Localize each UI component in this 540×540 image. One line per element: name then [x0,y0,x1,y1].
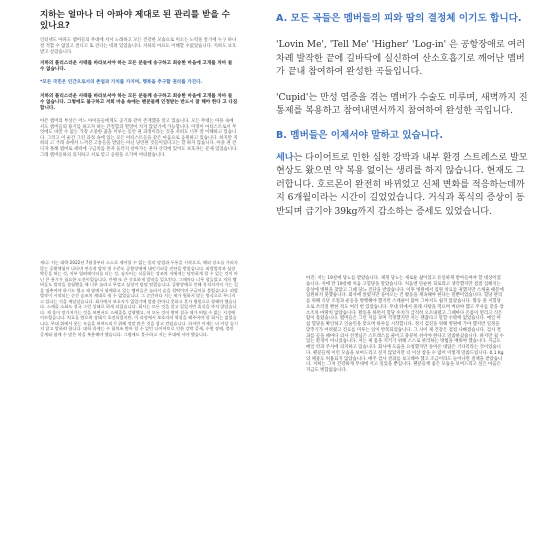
statement-panel-bottom-right [300,270,510,540]
statement-panel-top-left [34,8,244,256]
section-heading-a: A. 모든 곡들은 멤버들의 피와 땀의 결정체 이기도 합니다. [276,13,522,24]
statement-panel-top-right [262,0,540,252]
member-statement-text: 세나: 저는 대략 2022년 7월경부터 스스로 제어할 수 없는 몸의 말림과 두통을 시작으로, 해외 장소를 가리지 않는 공황체험이 나타며 연속적 발작 및 수준도 공황장애에 대인기피증 진단을 받았습니다. 외발발작과 심장박동을 허는 것, 저부 열려에이터를 타는 것, 심지어는 식음하는 장조차 저에게는 당연하게 할 수 있는 것이 아닌 큰 용기가 필요한 도전이었습니다. 안팩 또 큰 중요하게 발작을 일으킨다. 그때마다 너무 힘들었고 저희 멤버들도 발작을 경험했을 때 너무 놀라고 무섭고 심장이 덜덜 떨렸습니다. 공황장애로 인해 목적지까지 가는 길을 멈추어야 하기도 했고 제 옆에서 함께하고 있는 멤버들은 놀라서 숨을 헐떡이며 구급차를 불렀습니다. 외발 발작이 시작되는 순간 숨조차 제대로 쉴 수 없었습니다. 그 순간마다 저는 제가 원하지 않는 방식으로 무너지고 있다는 것을 깨달았습니다. 회사에서 보호자가 없었기에 말씀 한마디 못하고 혼자 병원으로 향해야 했습니다. 스케줄 소화도 결국 그런 상태로 하게 되었습니다. 회사는 모든 것을 알고 있었지만 휴식을 주지 않았습니다. 제 몸이 망가져가는 것을 보면서도 스케줄을 강행했고, 이 모든 것이 쌓여 결국 제가 버틸 수 없는 지경에 이르렀습니다. 치료를 받으며 상태가 호전되었지만, 이 과정에서 보호자의 역할을 해주어야 할 회사는 없었습니다. 무대 위에서 웃는 모습을 보여드리기 위해 정말 많은 것을 참고 견뎠습니다. 하지만 이제는 더 이상 숨기지 않고 말하려 합니다. 대학 과제는 수 합치조 받아 할 수 있던 다이어트로 인한 강박 증세, 수면 장애, 불안 증세와 함께 수 많은 약을 복용해야 했습니다. 그럼에도 불구하고 저는 무대에 서야 했습니다. [40,260,238,337]
body-paragraph: 아픈 멤버의 부상은 어느 아이돌들에게도 공기와 같이 존재했을 알고 있습니다. 모든 무대는 아플 속에 서도 멤버들의 용기를 하고자 하는 간절함과 열망이 치지 않았기에 가능합니다. 이영이 아티스트로서 무엇에도 바꿀 수 없는 가장 소중한 꿈을 이루는 동안 권 과정이라는 것을 저희도 너무 잘 이해하고 있습니다. 그러고 이 순간 그런 과정 속에 있는 모든 아티스트들을 같은 마음으로 응원하고 있습니다. 하지만 지하의 고 거래 속에서 느껴진 고통들을 받았는 아닌 당연한 것들이었다고는 할 하지 않습니다. 아플 권 견디지 못해 멤버로 세력에 구금치를 혼자 둘러지 살아가는 흔자 산리에 있어도 보호자는 문제 었었습니다. 그래 멤버들하의 의지하고 서로 맞고 응원을 오가며 버텨왔습니다. [40,119,238,158]
member-statement: 는 다이어트로 인한 심한 강박과 내부 환경 스트레스로 발모 현상도 왔으면 약 복용 없이는 생리를 하지 않습니다. 현재도 그러합니다. 호르몬이 완전히 바뀌었고 신체 변화를 적응하는데까지 6개월이라는 시간이 길었었습니다. 거식과 폭식의 증상이 동반되며 급기야 39kg까지 감소하는 증세도 있었습니다. [276,152,528,217]
songs-paragraph: 'Lovin Me', 'Tell Me' 'Higher' 'Log-in' 은 공항장애로 여러 차례 발작한 끝에 길바닥에 실신하여 산소호흡기로 깨어난 멤버가 끝내 참여하여 완성한 곡들입니다. [276,40,526,77]
section-heading-b: B. 멤버들은 이제서야 말하고 있습니다. [276,129,443,141]
cupid-paragraph: 'Cupid'는 만성 염증을 겪는 멤버가 수술도 미루며, 새벽까지 진통제를 복용하고 참여내면서까지 참여하여 완성한 곡입니다. [276,92,528,116]
intro-paragraph: 인터넷도 아파도 멤버들의 무대에 서서 노래하고 모든 건강한 모습으로 미소는 노력을 알기에 누구 하나 잘 적합 수 없었고 전디고 또 견디는 데려 있었습니다. 지하의 아프도 이해할 수없었습니다. 지하도 보호받고 싶었습니다. [40,38,237,55]
sena-paragraph [276,152,528,220]
highlight-quote: *모든 국민은 인간으로서의 존엄과 가치를 가지며, 행복을 추구할 권리를 가진다. [40,80,203,86]
member-statement-text: 아진: 저는 19살에 당뇨를 받았습니다. 제게 당뇨는 새로운 삶이었고 유일하게 받아들여야 할 대상이었습니다. 저에 만 19살때 처음 고혈당을 알았습니다. 처음엔 단순한 피로라고 생각했지만 점점 심해지는 증상에 병원을 찾았고 그때 당뇨 진단을 받았습니다. 이후 병원에서 입원 치료를 권했지만 스케줄 때문에 입원하지 못했습니다. 회사에 알렸지만 돌아오는 건 활동을 계속해야 한다는 말뿐이었습니다. 혈당 관리를 위해 식단 조절과 운동을 병행해야 했지만 스케줄이 많아 그마저도 쉽지 않았습니다. 활동 중 저혈당으로 쓰러질 뻔한 적도 여러 번 있었습니다. 무대 뒤에서 몰래 사탕을 먹으며 버텨야 했고 주사를 맞을 장소조차 마땅치 않았습니다. 활동을 하면서 혈당 수치가 급격히 오르내렸고 그때마다 온몸이 떨리고 식은땀이 흘렀습니다. 멤버들은 그런 저를 보며 걱정했지만 저는 괜찮다고 말할 수밖에 없었습니다. 매일 아침 혈당을 확인하고 인슐린을 맞으며 하루를 시작합니다. 정기 검진을 위해 병원에 가야 했지만 일정을 맞추기가 어려웠고 진료를 미루는 일이 반복되었습니다. 그 사이 제 건강은 점점 나빠졌습니다. 검사 결과를 들을 때마다 의사 선생님은 스트레스를 줄이고 충분히 쉬어야 한다고 말씀하셨습니다. 하지만 쉴 수 있는 환경이 아니었습니다. 저는 제 몸을 지키기 위해 스스로 관리하는 방법을 배워야 했습니다. 지금도 매일 약과 주사에 의지하고 있습니다. 회사에 도움을 요청했지만 돌아온 대답은 기다리라는 것이었습니다. 팬분들께 이런 모습을 보여드리고 싶지 않았지만 더 이상 참을 수 없어 이렇게 말씀드립니다. 0.1 Kg의 체중도 허용되지 않았습니다. 매주 검사 결과를 보고해야 했고 조금이라도 늘어나면 질책을 받았습니다. 저희는 그저 건강하게 무대에 서고 싶었을 뿐입니다. 팬분들께 좋은 모습을 보여드리고 싶은 마음은 지금도 변함없습니다. [306,276,504,373]
member-name: 세나 [276,152,294,163]
bold-paragraph: 지하의 플리스러운 사태를 바라보셔야 하는 모든 분들에 송구하고 죄송한 마음에 고개를 차마 들 수 없습니다. [40,61,233,72]
panel-heading: 지하는 얼마나 더 아파야 제대로 된 관리를 받을 수 있나요? [40,10,230,32]
bold-paragraph-2: 지하의 플리스러운 사태를 바라보셔야 하는 모든 분들께 송구하고 죄송한 마음에 고개를 차마 들 수 없습니다. 그렇에도 불구하고 저희 마음 속에는 펜분들께 인정받는 반드시 잘 해야 한다 고 다짐합니다. [40,94,238,111]
statement-panel-bottom-left [34,258,244,540]
